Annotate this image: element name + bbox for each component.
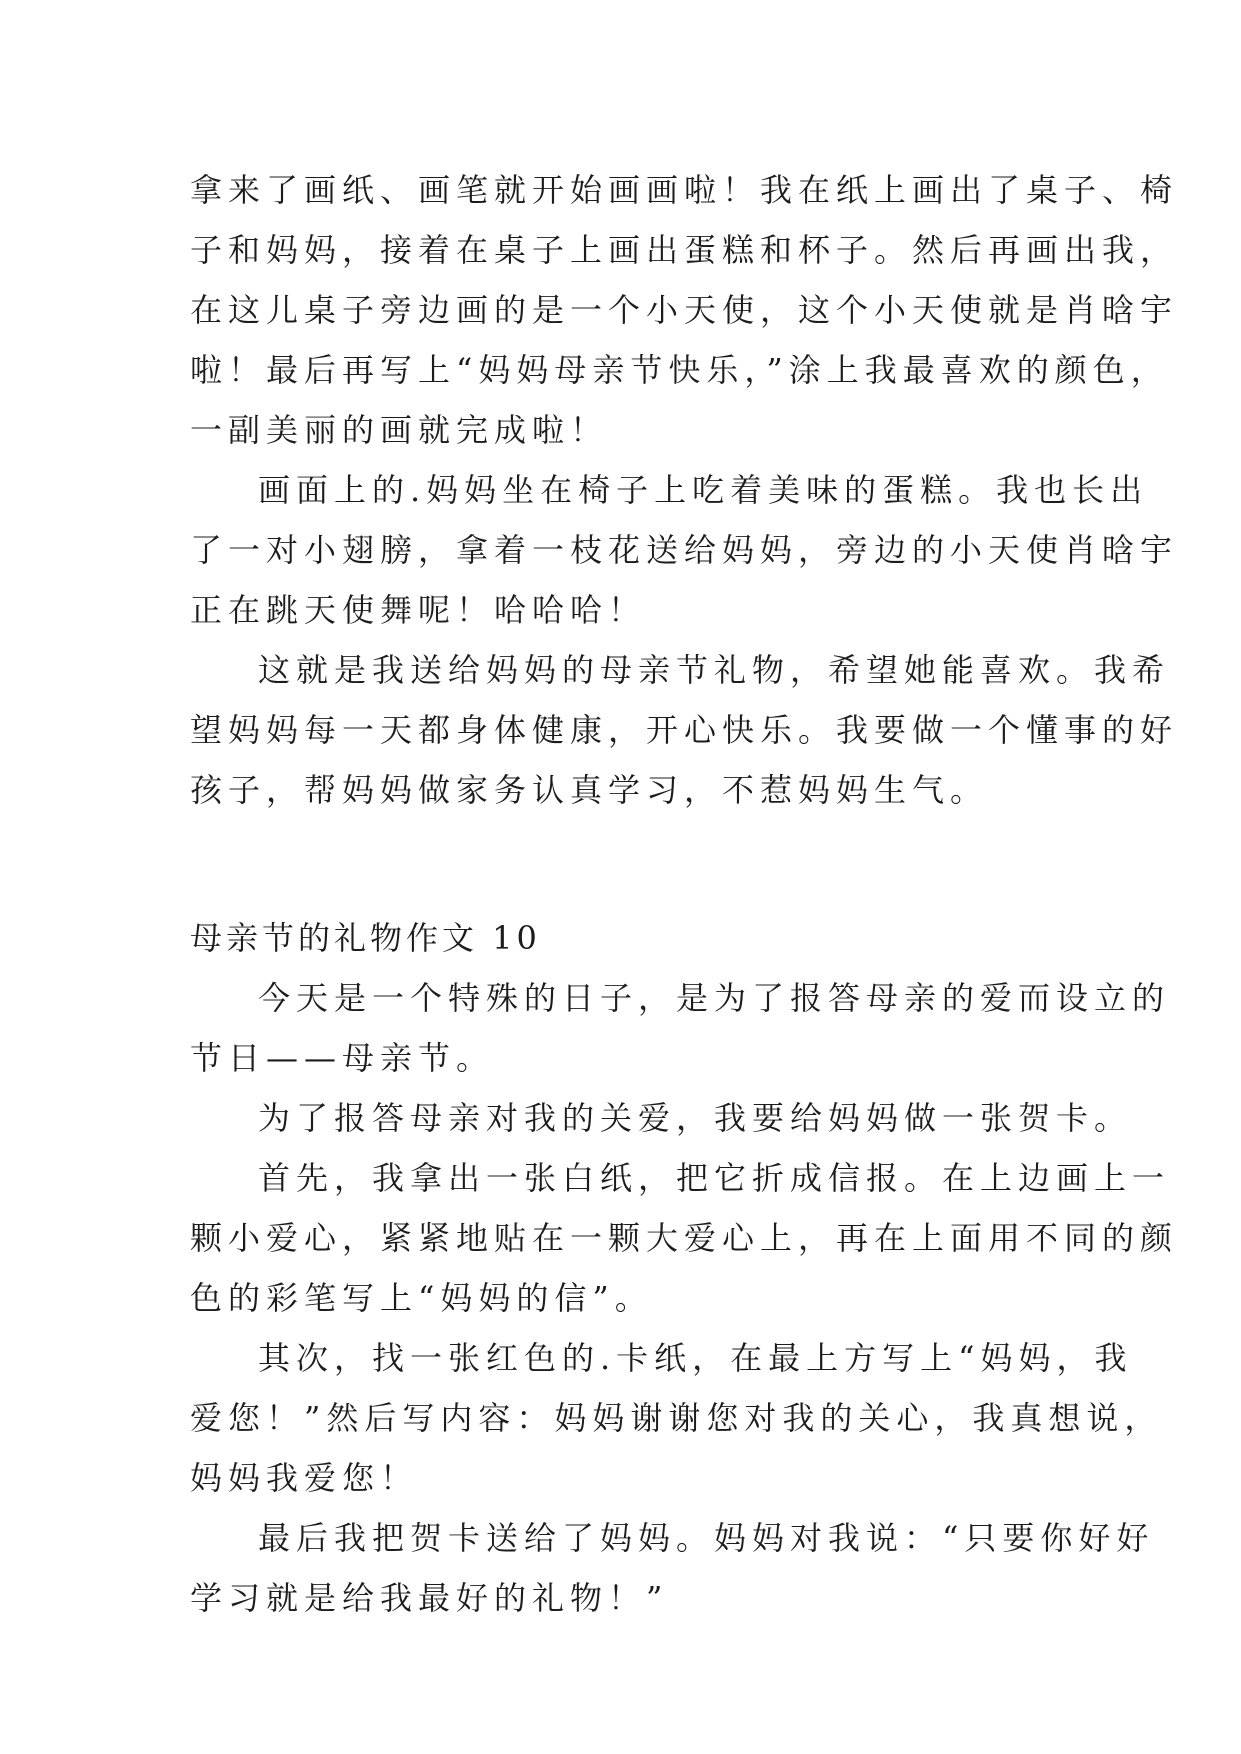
text-line: 一副美丽的画就完成啦！ [190,411,609,449]
text-line: 学习就是给我最好的礼物！” [190,1579,669,1617]
text-line: 首先，我拿出一张白纸，把它折成信报。在上边画上一 [258,1159,1171,1197]
text-line: 拿来了画纸、画笔就开始画画啦！我在纸上画出了桌子、椅 [190,171,1179,209]
text-line: 了一对小翅膀，拿着一枝花送给妈妈，旁边的小天使肖晗宇 [190,531,1179,569]
paragraph [190,160,1179,460]
text-line: 为了报答母亲对我的关爱，我要给妈妈做一张贺卡。 [258,1099,1133,1137]
text-line: 颗小爱心，紧紧地贴在一颗大爱心上，再在上面用不同的颜 [190,1219,1179,1257]
text-line: 最后我把贺卡送给了妈妈。妈妈对我说：“只要你好好 [258,1519,1155,1557]
text-line: 孩子，帮妈妈做家务认真学习，不惹妈妈生气。 [190,771,989,809]
text-line: 在这儿桌子旁边画的是一个小天使，这个小天使就是肖晗宇 [190,291,1179,329]
text-line: 这就是我送给妈妈的母亲节礼物，希望她能喜欢。我希 [258,651,1171,689]
text-line: 爱您！”然后写内容：妈妈谢谢您对我的关心，我真想说， [190,1399,1163,1437]
text-line: 妈妈我爱您！ [190,1459,419,1497]
text-line: 正在跳天使舞呢！哈哈哈！ [190,591,647,629]
paragraph [190,1328,1163,1508]
paragraph [190,968,1171,1088]
paragraph [190,1508,1155,1628]
paragraph [190,460,1179,640]
text-line: 望妈妈每一天都身体健康，开心快乐。我要做一个懂事的好 [190,711,1179,749]
section-heading: 母亲节的礼物作文 10 [190,919,541,957]
text-line: 画面上的.妈妈坐在椅子上吃着美味的蛋糕。我也长出 [258,471,1149,509]
text-line: 其次，找一张红色的.卡纸，在最上方写上“妈妈，我 [258,1339,1133,1377]
paragraph [190,1088,1133,1148]
text-line: 色的彩笔写上“妈妈的信”。 [190,1279,653,1317]
paragraph [190,1148,1179,1328]
section-gap [190,820,1070,908]
text-line: 子和妈妈，接着在桌子上画出蛋糕和杯子。然后再画出我， [190,231,1179,269]
text-line: 节日——母亲节。 [190,1039,495,1077]
text-line: 今天是一个特殊的日子，是为了报答母亲的爱而设立的 [258,979,1171,1017]
document-body [190,160,1179,1628]
paragraph [190,640,1179,820]
text-line: 啦！最后再写上“妈妈母亲节快乐，”涂上我最喜欢的颜色， [190,351,1169,389]
